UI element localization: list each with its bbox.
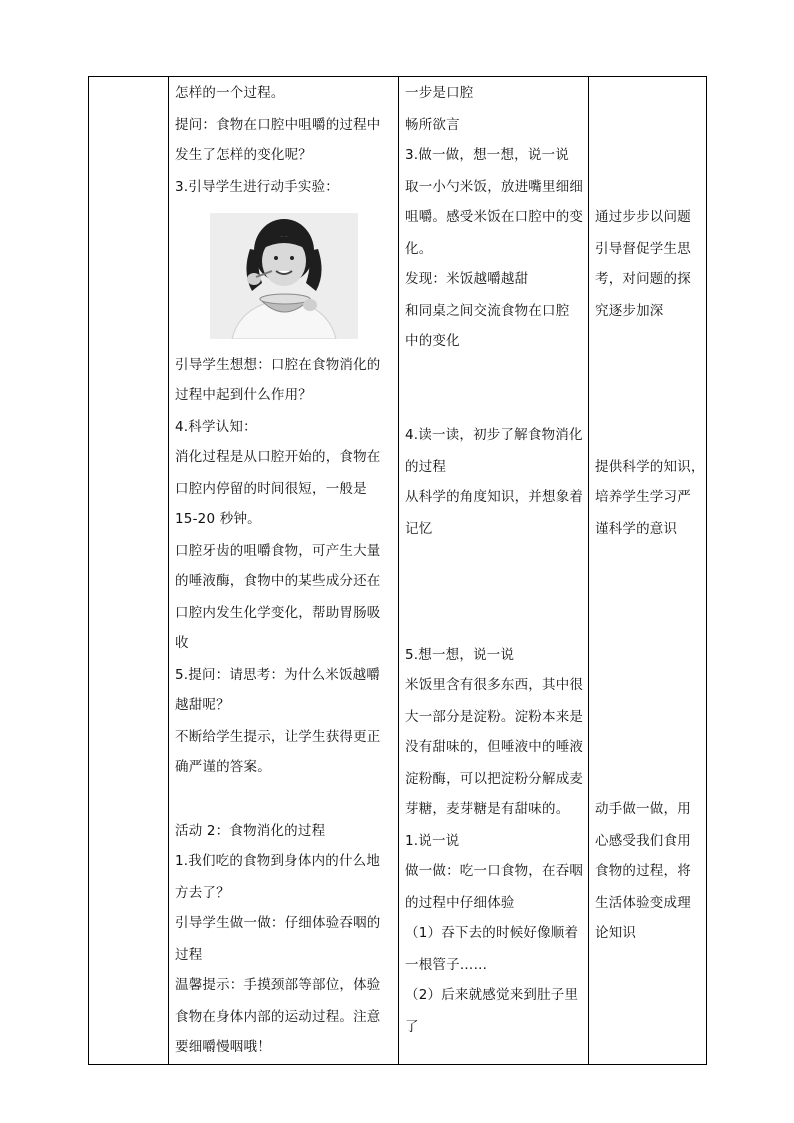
text-line: 5.提问：请思考：为什么米饭越嚼: [175, 667, 381, 683]
text-line: 究逐步加深: [595, 303, 664, 319]
text-line: 没有甜味的，但唾液中的唾液: [405, 739, 584, 755]
text-line: 一步是口腔: [405, 85, 474, 101]
column-design-intent: [589, 77, 707, 1064]
text-line: 动手做一做，用: [595, 801, 691, 817]
text-line: 发生了怎样的变化呢？: [175, 147, 312, 163]
text-line: 怎样的一个过程。: [175, 85, 285, 101]
text-line: 和同桌之间交流食物在口腔: [405, 303, 570, 319]
text-line: 的唾液酶，食物中的某些成分还在: [175, 573, 381, 589]
text-line: 口腔牙齿的咀嚼食物，可产生大量: [175, 543, 381, 559]
column-teacher-activity: [169, 77, 398, 1064]
column-empty: [89, 77, 168, 1064]
text-line: 食物在身体内部的运动过程。注意: [175, 1009, 381, 1025]
text-line: 米饭里含有很多东西，其中很: [405, 677, 584, 693]
text-line: 做一做：吃一口食物，在吞咽: [405, 863, 584, 879]
text-line: 口腔内发生化学变化，帮助胃肠吸: [175, 605, 381, 621]
column-student-activity: [399, 77, 588, 1064]
text-line: 15-20 秒钟。: [175, 511, 261, 527]
text-line: 方去了？: [175, 885, 230, 901]
text-line: 食物的过程，将: [595, 863, 691, 879]
text-line: 收: [175, 635, 189, 651]
text-line: 通过步步以问题: [595, 209, 691, 225]
text-line: 1.我们吃的食物到身体内的什么地: [175, 853, 381, 869]
text-line: 确严谨的答案。: [175, 759, 271, 775]
text-line: 的过程: [405, 459, 447, 475]
text-line: 1.说一说: [405, 833, 460, 849]
lesson-plan-table: [88, 76, 707, 1065]
text-line: 了: [405, 1019, 419, 1035]
text-line: 化。: [405, 241, 433, 257]
text-line: 芽糖，麦芽糖是有甜味的。: [405, 801, 570, 817]
text-line: 谨科学的意识: [595, 521, 678, 537]
text-line: 大一部分是淀粉。淀粉本来是: [405, 709, 584, 725]
text-line: 过程: [175, 947, 203, 963]
text-line: 培养学生学习严: [595, 489, 691, 505]
text-line: 引导学生想想：口腔在食物消化的: [175, 357, 381, 373]
text-line: 口腔内停留的时间很短，一般是: [175, 481, 367, 497]
text-line: 记忆: [405, 521, 433, 537]
text-line: 越甜呢？: [175, 697, 230, 713]
text-line: 消化过程是从口腔开始的，食物在: [175, 449, 381, 465]
text-line: 心感受我们食用: [595, 833, 691, 849]
text-line: 提供科学的知识，: [595, 459, 705, 475]
text-line: 论知识: [595, 925, 637, 941]
text-line: 咀嚼。感受米饭在口腔中的变: [405, 209, 584, 225]
text-line: 取一小勺米饭，放进嘴里细细: [405, 179, 584, 195]
text-line: 3.做一做，想一想，说一说: [405, 147, 569, 163]
text-line: 畅所欲言: [405, 117, 460, 133]
text-line: 温馨提示：手摸颈部等部位，体验: [175, 977, 381, 993]
text-line: 提问：食物在口腔中咀嚼的过程中: [175, 117, 381, 133]
text-line: 从科学的角度知识，并想象着: [405, 489, 584, 505]
girl-eating-rice-photo: [210, 213, 358, 339]
text-line: 过程中起到什么作用？: [175, 387, 312, 403]
text-line: 考，对问题的探: [595, 271, 691, 287]
text-line: 4.读一读，初步了解食物消化: [405, 427, 583, 443]
text-line: 的过程中仔细体验: [405, 895, 515, 911]
text-line: 生活体验变成理: [595, 895, 691, 911]
text-line: 引导督促学生思: [595, 241, 691, 257]
text-line: 一根管子……: [405, 957, 488, 973]
text-line: 3.引导学生进行动手实验：: [175, 179, 339, 195]
text-line: 活动 2：食物消化的过程: [175, 823, 326, 839]
text-line: 要细嚼慢咽哦！: [175, 1039, 271, 1055]
text-line: 4.科学认知：: [175, 419, 257, 435]
text-line: 发现：米饭越嚼越甜: [405, 271, 529, 287]
text-line: 引导学生做一做：仔细体验吞咽的: [175, 915, 381, 931]
text-line: 淀粉酶，可以把淀粉分解成麦: [405, 771, 584, 787]
text-line: （2）后来就感觉来到肚子里: [405, 987, 579, 1003]
text-line: 中的变化: [405, 333, 460, 349]
text-line: 不断给学生提示，让学生获得更正: [175, 729, 381, 745]
text-line: （1）吞下去的时候好像顺着: [405, 925, 579, 941]
text-line: 5.想一想，说一说: [405, 647, 515, 663]
